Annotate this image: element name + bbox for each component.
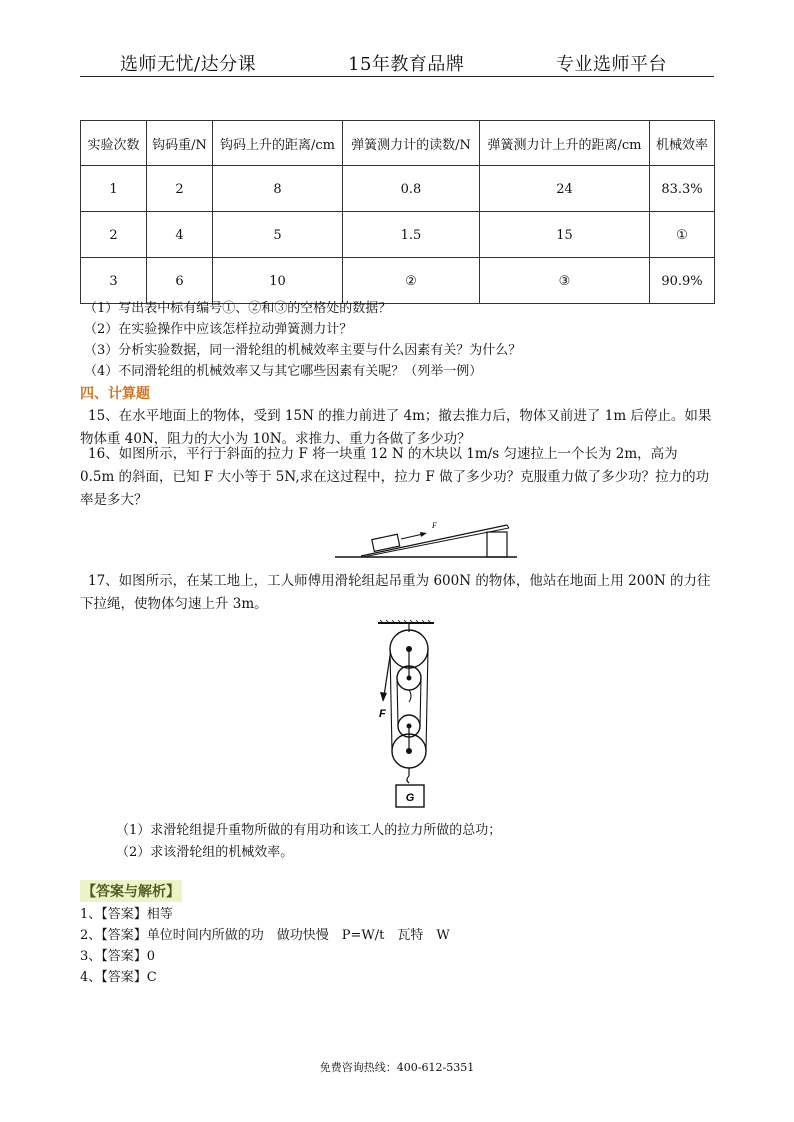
table-cell: ② bbox=[343, 258, 480, 304]
table-header-cell: 弹簧测力计的读数/N bbox=[343, 121, 480, 166]
question-17-part-1: （1）求滑轮组提升重物所做的有用功和该工人的拉力所做的总功； bbox=[116, 823, 502, 838]
table-cell: ③ bbox=[480, 258, 650, 304]
answer-2: 2、【答案】单位时间内所做的功 做功快慢 P=W/t 瓦特 W bbox=[80, 928, 450, 943]
table-cell: ① bbox=[650, 212, 715, 258]
experiment-table bbox=[80, 120, 715, 304]
table-cell: 8 bbox=[213, 166, 343, 212]
answer-4: 4、【答案】C bbox=[80, 970, 157, 985]
header-left-text: 选师无忧/达分课 bbox=[120, 54, 257, 75]
table-cell: 15 bbox=[480, 212, 650, 258]
question-14-part-4: （4）不同滑轮组的机械效率又与其它哪些因素有关呢？（列举一例） bbox=[84, 364, 483, 379]
question-17: 17、如图所示，在某工地上，工人师傅用滑轮组起吊重为 600N 的物体，他站在地面上用 200N 的力往下拉绳，使物体匀速上升 3m。 bbox=[80, 573, 711, 612]
footer-hotline: 免费咨询热线：400-612-5351 bbox=[319, 1061, 475, 1074]
answers-heading: 【答案与解析】 bbox=[80, 880, 182, 902]
weight-label: G bbox=[405, 792, 415, 804]
table-header-row bbox=[81, 121, 715, 166]
table-header-cell: 钩码上升的距离/cm bbox=[213, 121, 343, 166]
answer-1: 1、【答案】相等 bbox=[80, 907, 173, 922]
pulley-figure bbox=[376, 620, 436, 810]
incline-force-label: F bbox=[432, 521, 437, 530]
question-14-part-2: （2）在实验操作中应该怎样拉动弹簧测力计？ bbox=[84, 322, 353, 337]
table-cell: 83.3% bbox=[650, 166, 715, 212]
table-header-cell: 实验次数 bbox=[81, 121, 147, 166]
incline-figure bbox=[335, 516, 520, 560]
table-cell: 24 bbox=[480, 166, 650, 212]
table-cell: 5 bbox=[213, 212, 343, 258]
table-cell: 4 bbox=[147, 212, 213, 258]
table-cell: 2 bbox=[147, 166, 213, 212]
table-cell: 2 bbox=[81, 212, 147, 258]
table-header-cell: 钩码重/N bbox=[147, 121, 213, 166]
pulley-force-label: F bbox=[379, 708, 386, 720]
table-header-cell: 弹簧测力计上升的距离/cm bbox=[480, 121, 650, 166]
answer-3: 3、【答案】0 bbox=[80, 949, 156, 964]
table-cell: 0.8 bbox=[343, 166, 480, 212]
question-14-part-3: （3）分析实验数据，同一滑轮组的机械效率主要与什么因素有关？为什么？ bbox=[84, 343, 522, 358]
question-15: 15、在水平地面上的物体，受到 15N 的推力前进了 4m；撤去推力后，物体又前进了 1m 后停止。如果物体重 40N，阻力的大小为 10N。求推力、重力各做了多少功？ bbox=[80, 408, 712, 447]
table-cell: 6 bbox=[147, 258, 213, 304]
section-heading-calculation: 四、计算题 bbox=[80, 386, 150, 402]
table-header-cell: 机械效率 bbox=[650, 121, 715, 166]
question-14-part-1: （1）写出表中标有编号①、②和③的空格处的数据？ bbox=[84, 301, 392, 316]
table-cell: 10 bbox=[213, 258, 343, 304]
table-row bbox=[81, 212, 715, 258]
header-center-text: 15年教育品牌 bbox=[348, 54, 465, 75]
question-17-part-2: （2）求该滑轮组的机械效率。 bbox=[116, 845, 294, 860]
page-header bbox=[80, 46, 714, 77]
table-cell: 1.5 bbox=[343, 212, 480, 258]
table-cell: 3 bbox=[81, 258, 147, 304]
table-row bbox=[81, 166, 715, 212]
table-cell: 90.9% bbox=[650, 258, 715, 304]
question-16: 16、如图所示，平行于斜面的拉力 F 将一块重 12 N 的木块以 1m/s 匀速拉上一个长为 2m，高为 0.5m 的斜面，已知 F 大小等于 5N,求在这过程中，拉力 F 做了多少功？克服重力做了多少功？拉力的功率是多大？ bbox=[80, 446, 710, 508]
header-right-text: 专业选师平台 bbox=[556, 54, 667, 75]
table-row bbox=[81, 258, 715, 304]
table-cell: 1 bbox=[81, 166, 147, 212]
